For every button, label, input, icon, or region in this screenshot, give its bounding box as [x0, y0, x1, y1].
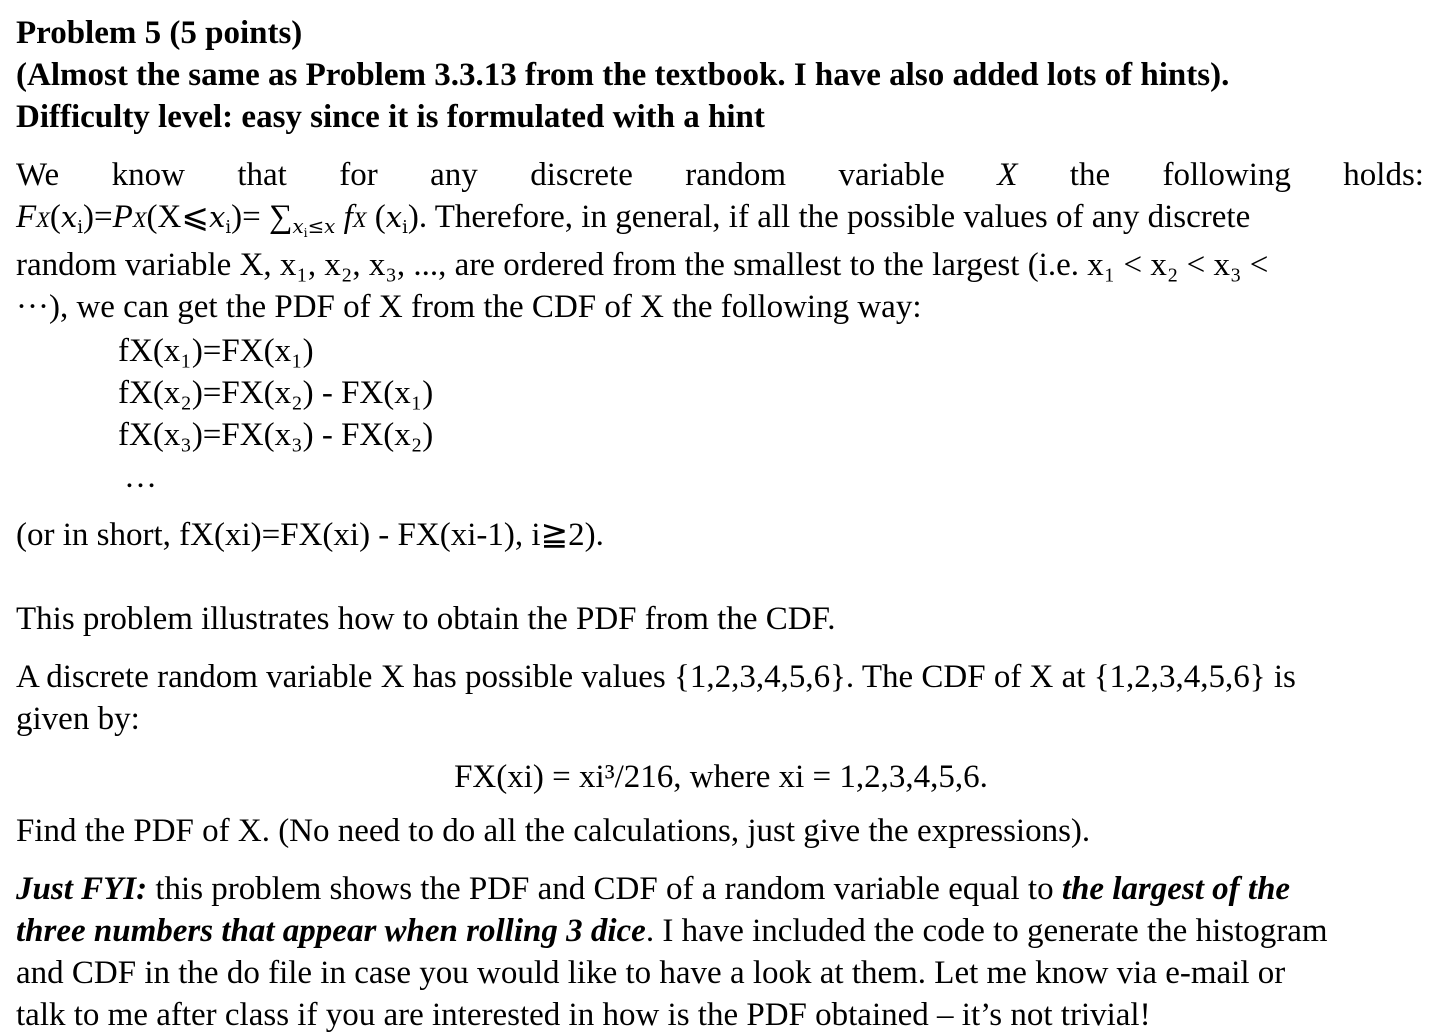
intro-line-4: ···), we can get the PDF of X from the CDF of X the following way:	[16, 289, 922, 325]
illustrates-line: This problem illustrates how to obtain the PDF from the CDF.	[16, 601, 836, 637]
fyi-line-4: talk to me after class if you are interested in how is the PDF obtained – it’s not trivial!	[16, 997, 1151, 1033]
pdf-equation-1: fX(x₁)=FX(x₁)	[118, 333, 314, 369]
intro-line-2: $FX(x_i)=PX(X⩽x_i)= \sum x_i\le x$ fX $(x_i)$. Therefore, in general, if all the possible values of any discrete	[16, 199, 1251, 240]
problem-title: Problem 5 (5 points)	[16, 15, 303, 51]
values-line-2: given by:	[16, 701, 140, 737]
equation-ellipsis: …	[124, 459, 157, 495]
fyi-line-1: Just FYI: this problem shows the PDF and CDF of a random variable equal to the largest of the	[16, 871, 1291, 907]
cdf-formula: FX(xi) = xi³/216, where xi = 1,2,3,4,5,6.	[454, 759, 988, 795]
problem-subtitle: (Almost the same as Problem 3.3.13 from the textbook. I have also added lots of hints).	[16, 57, 1230, 93]
task-line: Find the PDF of X. (No need to do all the calculations, just give the expressions).	[16, 813, 1091, 849]
fyi-line-2: three numbers that appear when rolling 3 dice. I have included the code to generate the histogram	[16, 913, 1328, 949]
values-line-1: A discrete random variable X has possible values {1,2,3,4,5,6}. The CDF of X at {1,2,3,4,5,6} is	[16, 659, 1296, 695]
short-form: (or in short, fX(xi)=FX(xi) - FX(xi-1), i≧2).	[16, 517, 604, 553]
intro-line-3: random variable X, x₁, x₂, x₃, ..., are ordered from the smallest to the largest (i.e. x₁ < x₂ < x₃ <	[16, 247, 1269, 283]
pdf-equation-3: fX(x₃)=FX(x₃) - FX(x₂)	[118, 417, 434, 453]
difficulty-level: Difficulty level: easy since it is formulated with a hint	[16, 99, 765, 135]
fyi-line-3: and CDF in the do file in case you would like to have a look at them. Let me know via e-mail or	[16, 955, 1286, 991]
pdf-equation-2: fX(x₂)=FX(x₂) - FX(x₁)	[118, 375, 434, 411]
intro-line-1: We know that for any discrete random variable X the following holds:	[16, 157, 1424, 193]
